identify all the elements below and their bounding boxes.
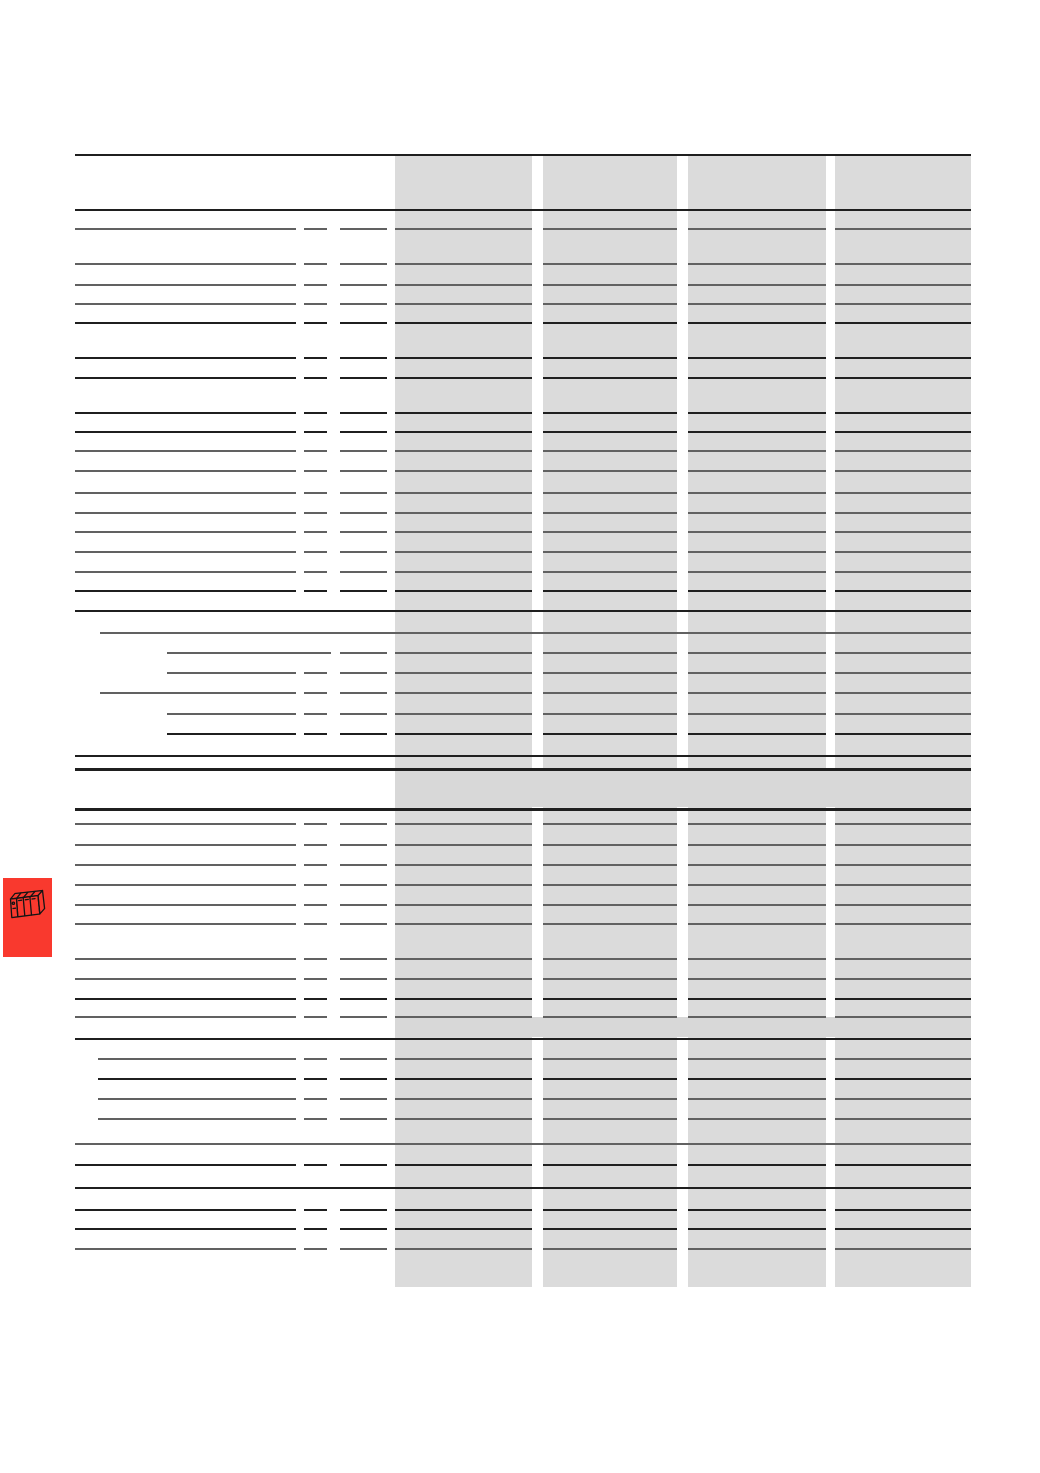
row-label-line [98,1098,296,1100]
row-dash-1 [304,1209,327,1211]
row-dash-2 [340,1228,387,1230]
row-dash-2 [340,958,387,960]
row-cell-line [688,823,826,825]
row-cell-line [395,228,532,230]
row-dash-1 [304,998,327,1000]
row-cell-line [395,672,532,674]
row-cell-line [688,692,826,694]
row-cell-line [835,412,971,414]
row-cell-line [395,531,532,533]
row-cell-line [543,1078,677,1080]
row-dash-1 [304,228,327,230]
horizontal-rule [75,1038,971,1040]
row-cell-line [395,551,532,553]
row-cell-line [395,377,532,379]
row-dash-1 [304,733,327,735]
row-cell-line [395,923,532,925]
row-cell-line [543,672,677,674]
row-cell-line [543,263,677,265]
row-label-line [75,923,296,925]
row-label-line [75,322,296,324]
row-cell-line [835,823,971,825]
row-dash-1 [304,470,327,472]
row-cell-line [835,263,971,265]
row-dash-2 [340,998,387,1000]
row-cell-line [543,412,677,414]
row-label-line [75,1209,296,1211]
row-dash-2 [340,1118,387,1120]
row-cell-line [835,450,971,452]
row-dash-1 [304,571,327,573]
row-cell-line [688,958,826,960]
row-cell-line [835,904,971,906]
row-cell-line [835,512,971,514]
row-cell-line [395,1118,532,1120]
row-label-line [75,450,296,452]
row-cell-line [543,823,677,825]
row-cell-line [835,1209,971,1211]
row-cell-line [688,884,826,886]
row-dash-2 [340,590,387,592]
row-cell-line [395,322,532,324]
row-dash-1 [304,377,327,379]
row-cell-line [543,1209,677,1211]
row-cell-line [543,1118,677,1120]
row-dash-1 [304,1118,327,1120]
row-cell-line [688,1098,826,1100]
row-dash-1 [304,412,327,414]
row-dash-1 [304,322,327,324]
row-cell-line [395,884,532,886]
row-cell-line [835,551,971,553]
row-dash-2 [340,431,387,433]
row-cell-line [688,412,826,414]
row-cell-line [835,470,971,472]
row-label-line [75,1248,296,1250]
row-cell-line [688,672,826,674]
row-cell-line [835,672,971,674]
row-cell-line [395,864,532,866]
row-cell-line [543,590,677,592]
row-label-line [75,492,296,494]
horizontal-rule [75,154,971,156]
row-cell-line [395,357,532,359]
row-dash-1 [304,1058,327,1060]
row-cell-line [395,978,532,980]
row-label-line [75,978,296,980]
row-cell-line [543,1248,677,1250]
row-cell-line [543,470,677,472]
row-cell-line [395,512,532,514]
row-dash-2 [340,412,387,414]
row-cell-line [543,733,677,735]
horizontal-rule [75,610,971,612]
row-cell-line [395,844,532,846]
row-cell-line [543,377,677,379]
row-cell-line [688,1118,826,1120]
horizontal-rule [75,755,971,757]
row-label-line [75,1016,296,1018]
row-label-line [98,1078,296,1080]
row-cell-line [543,864,677,866]
row-cell-line [688,713,826,715]
row-dash-1 [304,864,327,866]
row-cell-line [395,1098,532,1100]
row-cell-line [543,512,677,514]
row-cell-line [543,284,677,286]
row-cell-line [835,431,971,433]
row-label-line [75,904,296,906]
row-dash-1 [304,978,327,980]
row-label-line [75,958,296,960]
row-dash-1 [304,713,327,715]
row-dash-2 [340,713,387,715]
row-label-line [75,284,296,286]
horizontal-rule [75,1143,971,1145]
row-cell-line [395,958,532,960]
row-label-line [167,733,296,735]
row-label-line [75,263,296,265]
row-cell-line [688,998,826,1000]
row-label-line [75,303,296,305]
row-label-line [75,864,296,866]
row-cell-line [543,492,677,494]
row-cell-line [835,1098,971,1100]
row-label-line [75,228,296,230]
row-cell-line [688,571,826,573]
row-label-line [75,884,296,886]
row-label-line [75,844,296,846]
row-dash-1 [304,823,327,825]
row-dash-2 [340,377,387,379]
row-cell-line [543,844,677,846]
row-dash-1 [304,303,327,305]
row-cell-line [688,733,826,735]
row-cell-line [395,692,532,694]
row-dash-1 [304,284,327,286]
row-cell-line [688,1058,826,1060]
row-dash-2 [340,322,387,324]
row-cell-line [688,303,826,305]
row-dash-1 [304,1098,327,1100]
row-cell-line [395,431,532,433]
row-cell-line [688,978,826,980]
row-dash-2 [340,551,387,553]
row-cell-line [688,357,826,359]
row-cell-line [835,864,971,866]
row-dash-2 [340,1078,387,1080]
row-dash-1 [304,1078,327,1080]
row-cell-line [543,923,677,925]
row-cell-line [835,844,971,846]
row-dash-2 [340,512,387,514]
row-cell-line [395,303,532,305]
horizontal-rule [75,1187,971,1189]
row-cell-line [543,431,677,433]
row-cell-line [543,1016,677,1018]
row-cell-line [835,492,971,494]
row-cell-line [835,998,971,1000]
horizontal-rule [100,632,971,634]
row-label-line [75,377,296,379]
row-dash-2 [340,263,387,265]
row-cell-line [688,904,826,906]
row-cell-line [835,571,971,573]
row-label-line [75,998,296,1000]
row-label-line [98,1118,296,1120]
row-label-line [75,512,296,514]
row-cell-line [543,713,677,715]
row-label-line [75,412,296,414]
row-cell-line [688,470,826,472]
row-label-line [167,713,296,715]
row-dash-2 [340,1248,387,1250]
row-dash-2 [340,652,387,654]
row-dash-2 [340,904,387,906]
plc-rack-icon [8,886,48,920]
row-dash-2 [340,733,387,735]
row-cell-line [688,377,826,379]
row-cell-line [543,652,677,654]
row-cell-line [688,228,826,230]
row-dash-1 [304,492,327,494]
row-cell-line [688,492,826,494]
row-cell-line [688,1209,826,1211]
row-cell-line [543,958,677,960]
row-dash-1 [304,844,327,846]
row-dash-1 [304,512,327,514]
row-cell-line [543,884,677,886]
row-cell-line [835,978,971,980]
row-cell-line [688,512,826,514]
section-tab [3,878,52,957]
row-cell-line [835,357,971,359]
row-dash-2 [340,492,387,494]
row-cell-line [835,303,971,305]
row-cell-line [835,713,971,715]
row-cell-line [395,450,532,452]
row-dash-1 [304,1228,327,1230]
horizontal-rule [75,808,971,811]
row-dash-2 [340,531,387,533]
row-dash-2 [340,1016,387,1018]
row-dash-1 [304,904,327,906]
row-cell-line [688,1164,826,1166]
row-cell-line [543,322,677,324]
row-dash-1 [304,923,327,925]
row-cell-line [543,228,677,230]
row-cell-line [395,1016,532,1018]
row-cell-line [395,571,532,573]
row-cell-line [543,551,677,553]
row-cell-line [543,450,677,452]
row-cell-line [835,322,971,324]
row-dash-2 [340,884,387,886]
row-dash-2 [340,1209,387,1211]
row-cell-line [395,823,532,825]
row-cell-line [543,531,677,533]
row-cell-line [688,1078,826,1080]
row-cell-line [688,590,826,592]
row-dash-1 [304,431,327,433]
row-cell-line [835,1078,971,1080]
row-label-line [100,692,296,694]
row-label-line [75,823,296,825]
row-cell-line [543,357,677,359]
row-cell-line [835,1118,971,1120]
row-cell-line [688,531,826,533]
row-dash-1 [304,263,327,265]
row-dash-2 [340,571,387,573]
row-cell-line [835,1248,971,1250]
row-cell-line [543,998,677,1000]
row-cell-line [395,1228,532,1230]
row-cell-line [395,1058,532,1060]
row-cell-line [688,923,826,925]
row-cell-line [543,1164,677,1166]
row-dash-2 [340,357,387,359]
row-cell-line [543,692,677,694]
row-cell-line [835,923,971,925]
row-cell-line [688,263,826,265]
row-dash-1 [304,531,327,533]
row-cell-line [395,733,532,735]
row-cell-line [395,470,532,472]
row-cell-line [688,450,826,452]
row-cell-line [543,978,677,980]
row-dash-1 [304,357,327,359]
row-dash-2 [340,864,387,866]
row-cell-line [395,1078,532,1080]
row-cell-line [835,1164,971,1166]
row-dash-2 [340,672,387,674]
row-cell-line [688,551,826,553]
row-dash-1 [304,1016,327,1018]
row-cell-line [835,590,971,592]
row-dash-1 [304,692,327,694]
row-dash-2 [340,823,387,825]
horizontal-rule [75,209,971,211]
row-label-line [75,531,296,533]
row-cell-line [395,590,532,592]
row-label-line [75,357,296,359]
row-dash-2 [340,1058,387,1060]
row-cell-line [395,713,532,715]
row-cell-line [543,571,677,573]
row-dash-1 [304,590,327,592]
row-label-line [75,1164,296,1166]
row-label-line [75,1228,296,1230]
row-cell-line [395,263,532,265]
row-label-line [75,571,296,573]
row-dash-2 [340,470,387,472]
row-dash-2 [340,450,387,452]
row-dash-2 [340,284,387,286]
horizontal-rule [75,768,971,771]
row-cell-line [543,904,677,906]
row-dash-1 [304,450,327,452]
row-cell-line [543,303,677,305]
row-cell-line [688,431,826,433]
row-cell-line [395,1248,532,1250]
row-dash-2 [340,228,387,230]
section-band [395,1017,971,1037]
row-cell-line [395,1164,532,1166]
row-cell-line [543,1098,677,1100]
row-dash-1 [304,1164,327,1166]
row-label-line [75,590,296,592]
section-band [395,770,971,807]
row-cell-line [688,844,826,846]
row-cell-line [835,1016,971,1018]
row-label-line [75,551,296,553]
row-cell-line [835,1228,971,1230]
row-cell-line [835,652,971,654]
row-dash-1 [304,958,327,960]
row-dash-2 [340,923,387,925]
row-label-line [75,470,296,472]
row-cell-line [688,1228,826,1230]
row-cell-line [688,652,826,654]
row-dash-2 [340,978,387,980]
row-dash-1 [304,672,327,674]
row-cell-line [835,958,971,960]
row-cell-line [835,531,971,533]
row-label-line [167,652,331,654]
row-cell-line [688,1016,826,1018]
row-cell-line [395,284,532,286]
row-cell-line [395,998,532,1000]
row-cell-line [395,904,532,906]
row-label-line [75,431,296,433]
row-cell-line [543,1228,677,1230]
row-label-line [167,672,296,674]
row-dash-2 [340,1164,387,1166]
row-dash-2 [340,1098,387,1100]
row-dash-2 [340,303,387,305]
row-cell-line [395,492,532,494]
row-cell-line [835,377,971,379]
row-cell-line [688,1248,826,1250]
row-dash-1 [304,884,327,886]
row-cell-line [543,1058,677,1060]
row-cell-line [835,884,971,886]
row-cell-line [395,1209,532,1211]
row-cell-line [395,412,532,414]
row-cell-line [395,652,532,654]
row-cell-line [835,228,971,230]
row-cell-line [688,322,826,324]
row-dash-1 [304,551,327,553]
row-dash-2 [340,844,387,846]
row-cell-line [835,1058,971,1060]
row-dash-1 [304,1248,327,1250]
row-cell-line [688,864,826,866]
row-cell-line [835,733,971,735]
row-cell-line [835,692,971,694]
row-dash-2 [340,692,387,694]
row-cell-line [688,284,826,286]
row-label-line [98,1058,296,1060]
row-cell-line [835,284,971,286]
